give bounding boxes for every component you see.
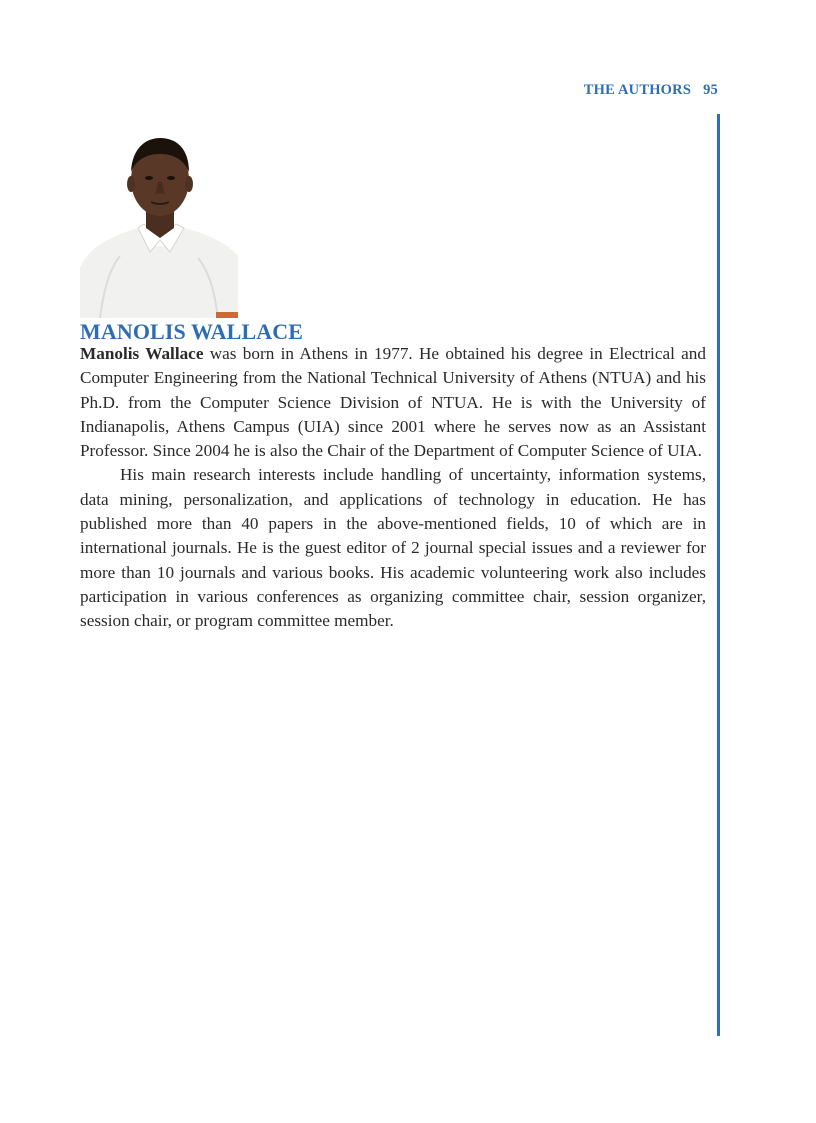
author-name: MANOLIS WALLACE [80,319,303,344]
author-portrait-image [80,128,238,318]
bio-paragraph-2: His main research interests include handling of uncertainty, information systems, data mining, personalization, and applications of technology in education. He has published more than 40 papers in the above-mentioned fields, 10 of which are in international journals. He is the guest editor of 2 journal special issues and a reviewer for more than 10 journals and various books. His academic volunteering work also includes participation in various conferences as organizing committee chair, session organizer, session chair, or program committee member. [80,465,706,631]
bio-paragraph-1-text: was born in Athens in 1977. He obtained his degree in Electrical and Computer Engineering from the National Technical University of Athens (NTUA) and his Ph.D. from the Computer Science Division of NTUA. He is with the University of Indianapolis, Athens Campus (UIA) since 2001 where he serves now as an Assistant Professor. Since 2004 he is also the Chair of the Department of Computer Science of UIA. [80,344,706,461]
bio-author-name: Manolis Wallace [80,344,204,363]
author-photo [80,128,238,318]
bio-paragraph-1 [80,342,706,463]
margin-rule [717,114,720,1036]
section-title: THE AUTHORS [583,82,692,98]
page-number: 95 [703,82,718,98]
running-head [584,82,718,99]
author-bio [80,342,706,634]
